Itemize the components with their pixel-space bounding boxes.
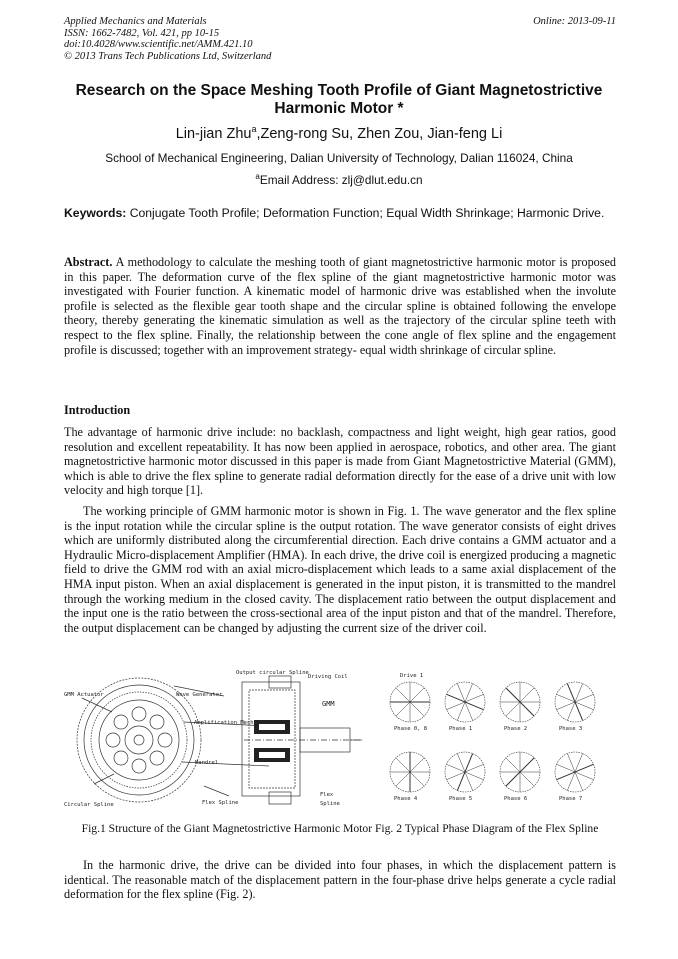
label-gmm: GMM <box>322 700 335 708</box>
page-header <box>64 16 616 62</box>
label-wave-generator: Wave Generator <box>176 692 223 698</box>
label-mandrel: Mandrel <box>195 760 219 766</box>
phase-diagram <box>390 682 430 732</box>
phase-diagram <box>555 752 595 802</box>
phase-label: Phase 6 <box>504 796 528 802</box>
phase-diagram <box>555 682 595 732</box>
keywords-label: Keywords: <box>64 206 127 220</box>
keywords <box>64 206 614 221</box>
figures <box>64 666 616 816</box>
first-author: Lin-jian Zhu <box>175 125 252 142</box>
phase-label: Phase 1 <box>449 726 473 732</box>
phase-diagram <box>500 752 540 802</box>
abstract <box>64 255 616 357</box>
label-flex: Flex <box>320 792 334 798</box>
phase-label: Phase 3 <box>559 726 583 732</box>
fig2-phase-diagram <box>380 666 616 816</box>
label-drive-1: Drive 1 <box>400 673 424 679</box>
journal-name: Applied Mechanics and Materials <box>64 16 207 27</box>
phase-label: Phase 4 <box>394 796 418 802</box>
phase-diagram <box>390 752 430 802</box>
phase-diagram <box>500 682 540 732</box>
label-amplification-mechanism: Amplification Mechanism <box>194 720 271 726</box>
figure-caption: Fig.1 Structure of the Giant Magnetostrictive Harmonic Motor Fig. 2 Typical Phase Diagram of the Flex Spline <box>81 822 599 835</box>
phase-label: Phase 2 <box>504 726 528 732</box>
author-affil-mark: a <box>251 124 257 134</box>
label-output-circular-spline: Output circular Spline <box>236 670 309 676</box>
other-authors: ,Zeng-rong Su, Zhen Zou, Jian-feng Li <box>256 125 503 142</box>
phase-label: Phase 7 <box>559 796 583 802</box>
phase-label: Phase 5 <box>449 796 473 802</box>
copyright-line: © 2013 Trans Tech Publications Ltd, Switzerland <box>64 50 272 62</box>
phase-diagram <box>445 752 485 802</box>
phase-label: Phase 0, 8 <box>394 726 428 732</box>
abstract-text: A methodology to calculate the meshing tooth of giant magnetostrictive harmonic motor is proposed in this paper. The deformation curve of the flex spline of the giant magnetostrictive harmonic motor was investigated with Fourier function. A kinematic model of harmonic drive was established when the involute profile is selected as the flexible gear tooth shape and the circular spline is obtained following the envelope theory, thereby generating the kinematic simulation as well as the trajectory of the circular spline teeth with respect to the flex spline. Finally, the relationship between the cone angle of flex spline and the engagement profile is discussed; together with an improvement strategy- equal width shrinkage of circular spline. <box>64 255 616 357</box>
issn-line: ISSN: 1662-7482, Vol. 421, pp 10-15 <box>64 27 220 39</box>
section-heading-introduction: Introduction <box>64 403 131 417</box>
label-driving-coil: Driving Coil <box>308 674 348 680</box>
doi-line: doi:10.4028/www.scientific.net/AMM.421.10 <box>64 39 253 50</box>
keywords-text: Conjugate Tooth Profile; Deformation Function; Equal Width Shrinkage; Harmonic Drive. <box>126 206 605 220</box>
email-address: Email Address: zlj@dlut.edu.cn <box>259 172 423 187</box>
email-affil-mark: a <box>255 172 260 181</box>
label-spline: Spline <box>320 801 340 807</box>
label-circular-spline: Circular Spline <box>64 802 114 808</box>
paper-title: Research on the Space Meshing Tooth Profile of Giant Magnetostrictive Harmonic Motor * <box>75 82 603 117</box>
affiliation: School of Mechanical Engineering, Dalian University of Technology, Dalian 116024, China <box>105 151 573 165</box>
intro-paragraph-2: The working principle of GMM harmonic motor is shown in Fig. 1. The wave generator and the flex spline is the input rotation while the circular spline is the output rotation. The wave generator consists of eight drives which are uniformly distributed along the circumferential direction. Each drive contains a GMM actuator and a Hydraulic Micro-displacement Amplifier (HMA). In each drive, the drive coil is energized producing a magnetic field to drive the GMM rod with an axial micro-displacement which leads to a same axial displacement of the HMA input piston. When an axial displacement is generated in the input piston, it is transmitted to the mandrel through the working medium in the closed cavity. The displacement ratio between the output displacement and the input one is the ratio between the cross-sectional area of the input piston and that of the mandrel. Therefore, the output displacement can be changed by adjusting the current size of the driver coil. <box>64 504 616 635</box>
phase-diagram <box>445 682 485 732</box>
label-flex-spline: Flex Spline <box>202 800 239 806</box>
intro-paragraph-3: In the harmonic drive, the drive can be divided into four phases, in which the displacement pattern is identical. The reasonable match of the displacement pattern in the four-phase drive helps generate a cycle radial deformation for the flex spline (Fig. 2). <box>64 858 616 902</box>
author-list <box>60 124 618 142</box>
email-line <box>60 172 618 187</box>
abstract-label: Abstract. <box>64 255 113 269</box>
label-gmm-actuator: GMM Actuator <box>64 692 104 698</box>
fig1-structure-diagram <box>64 666 364 816</box>
online-date: Online: 2013-09-11 <box>533 16 616 27</box>
intro-paragraph-1: The advantage of harmonic drive include: no backlash, compactness and light weight, high gear ratios, good resolution and excellent repeatability. It has now been applied in aerospace, robotics, and other area. The giant magnetostrictive harmonic motor discussed in this paper is made from Giant Magnetostrictive Material (GMM), which is able to drive the flex spline to generate radial deformation directly for the ease of a drive unit with low velocity and high torque [1]. <box>64 425 616 498</box>
